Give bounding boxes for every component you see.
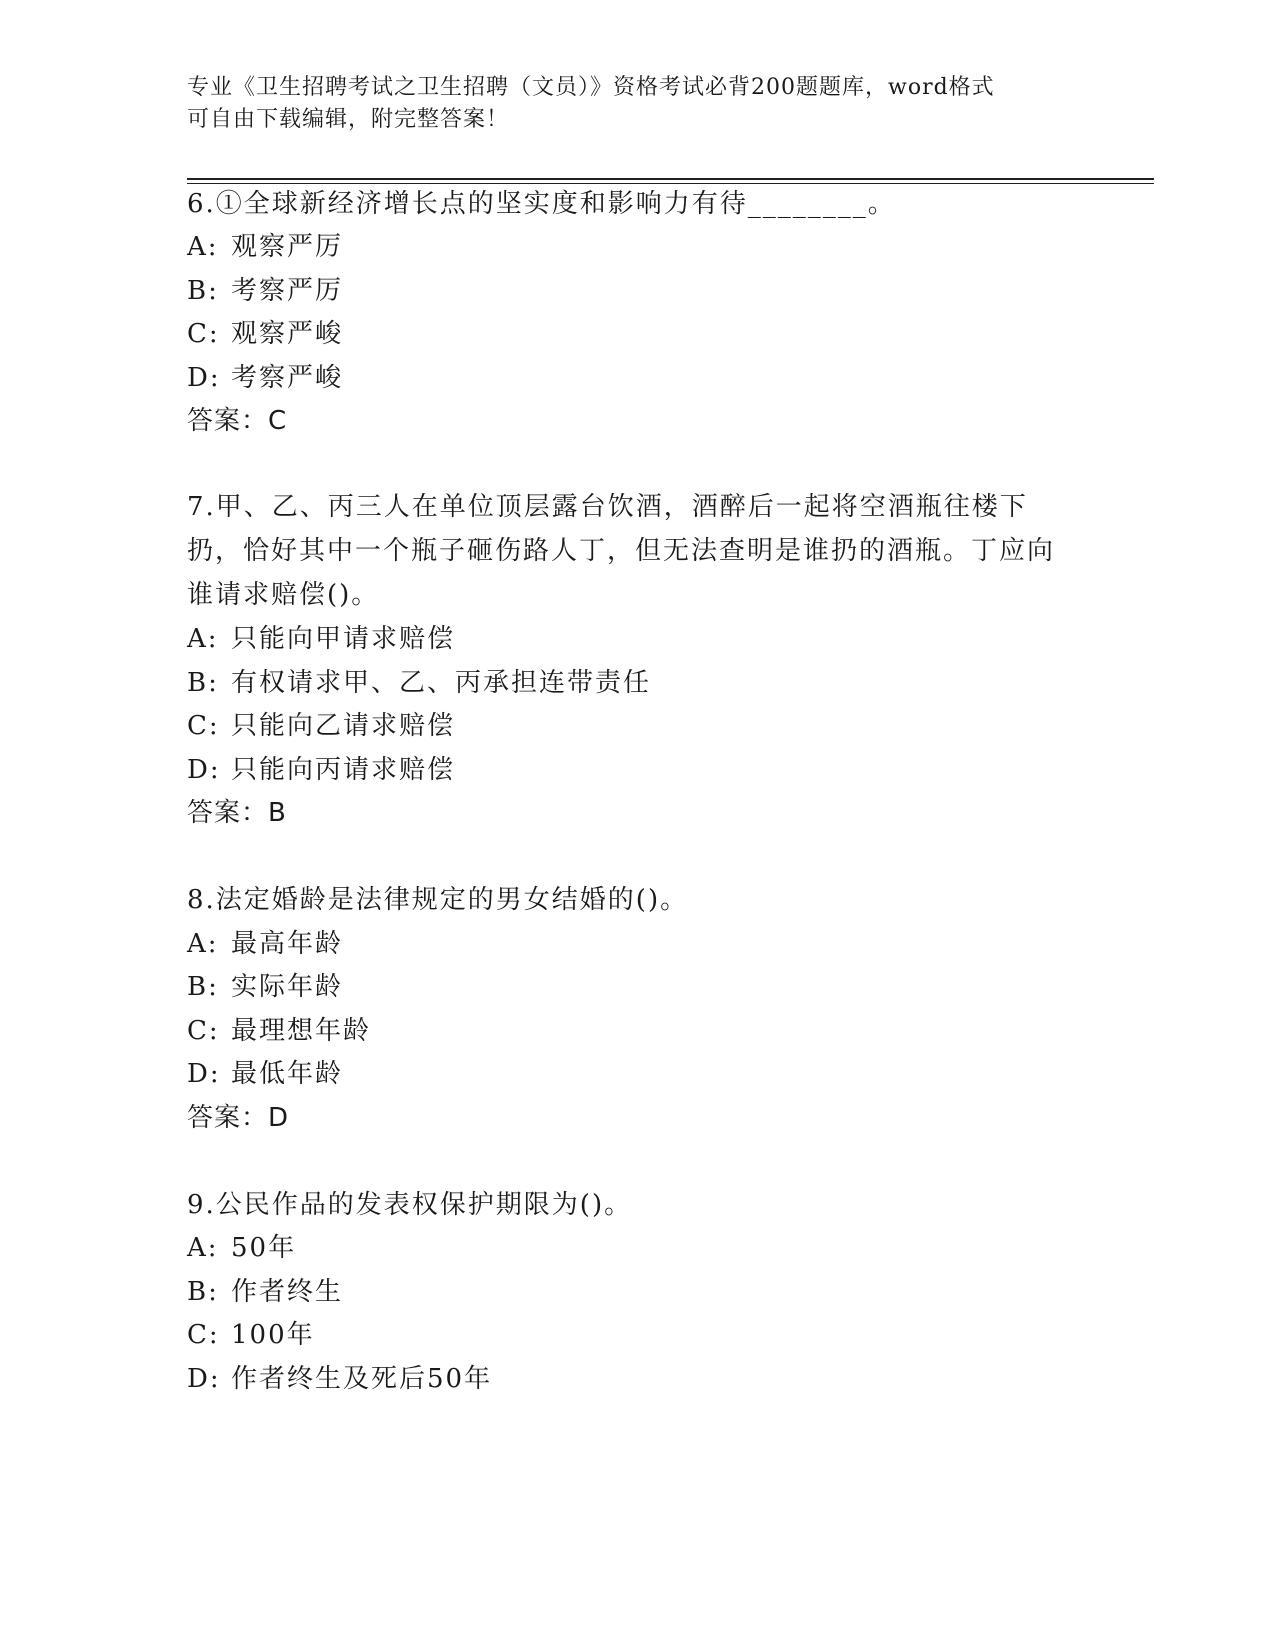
document-header: 专业《卫生招聘考试之卫生招聘（文员）》资格考试必背200题题库，word格式 可自由下载编辑，附完整答案！ (187, 75, 995, 132)
option-text: 只能向甲请求赔偿 (231, 624, 456, 654)
option-b (187, 1269, 343, 1315)
question-stem: 6.①全球新经济增长点的坚实度和影响力有待________。 (187, 189, 896, 219)
option-text: 考察严峻 (231, 363, 344, 393)
option-text: 考察严厉 (231, 276, 344, 306)
option-text: 只能向乙请求赔偿 (231, 711, 456, 741)
option-text: 最高年龄 (231, 929, 344, 959)
option-text: 作者终生 (231, 1277, 344, 1307)
option-text: 只能向丙请求赔偿 (231, 755, 456, 785)
option-a (187, 1225, 296, 1271)
option-letter: C: (187, 1016, 220, 1046)
option-letter: D: (187, 755, 221, 785)
answer-line: 答案：D (187, 1103, 290, 1133)
option-c (187, 703, 455, 749)
option-letter: B: (187, 276, 219, 306)
option-letter: A: (187, 624, 219, 654)
question-stem: 9.公民作品的发表权保护期限为()。 (187, 1190, 633, 1220)
header-divider-thick (187, 178, 1154, 180)
option-text: 最低年龄 (231, 1059, 344, 1089)
option-a (187, 616, 455, 662)
option-letter: B: (187, 972, 219, 1002)
option-letter: D: (187, 363, 221, 393)
option-letter: B: (187, 668, 219, 698)
option-text: 实际年龄 (231, 972, 344, 1002)
option-letter: D: (187, 1364, 221, 1394)
option-c (187, 311, 343, 357)
option-text: 观察严峻 (231, 319, 344, 349)
option-text: 作者终生及死后50年 (231, 1364, 493, 1394)
option-d (187, 747, 455, 793)
answer-line: 答案：C (187, 406, 288, 436)
option-text: 最理想年龄 (231, 1016, 372, 1046)
option-letter: D: (187, 1059, 221, 1089)
option-a (187, 224, 343, 270)
option-c (187, 1008, 371, 1054)
option-letter: C: (187, 319, 220, 349)
option-letter: A: (187, 929, 219, 959)
option-letter: A: (187, 232, 219, 262)
answer-line: 答案：B (187, 798, 287, 828)
question-stem: 8.法定婚龄是法律规定的男女结婚的()。 (187, 885, 689, 915)
option-d (187, 355, 343, 401)
option-text: 100年 (231, 1320, 315, 1350)
question-stem: 7.甲、乙、丙三人在单位顶层露台饮酒，酒醉后一起将空酒瓶往楼下扔，恰好其中一个瓶子砸伤路人丁，但无法查明是谁扔的酒瓶。丁应向谁请求赔偿()。 (187, 492, 1056, 610)
option-d (187, 1051, 343, 1097)
option-letter: A: (187, 1233, 219, 1263)
option-text: 50年 (231, 1233, 297, 1263)
option-letter: C: (187, 1320, 220, 1350)
option-b (187, 268, 343, 314)
option-text: 观察严厉 (231, 232, 344, 262)
option-b (187, 964, 343, 1010)
option-a (187, 921, 343, 967)
option-text: 有权请求甲、乙、丙承担连带责任 (231, 668, 652, 698)
option-b (187, 660, 651, 706)
option-d (187, 1356, 492, 1402)
option-letter: B: (187, 1277, 219, 1307)
option-c (187, 1312, 315, 1358)
option-letter: C: (187, 711, 220, 741)
